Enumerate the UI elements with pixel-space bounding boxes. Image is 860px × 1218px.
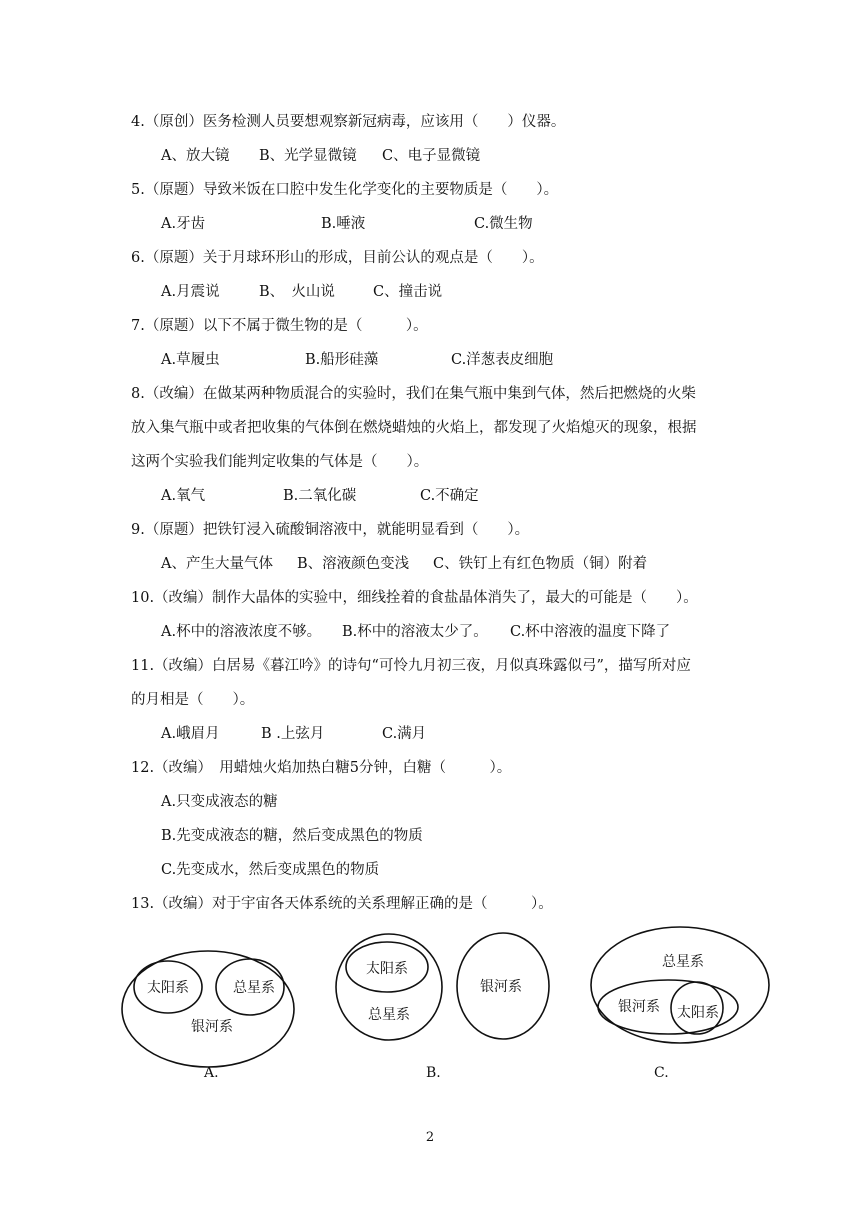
q4-option-a: A、放大镜 xyxy=(161,148,230,164)
diagram-c xyxy=(591,927,769,1043)
q12-option-a: A.只变成液态的糖 xyxy=(161,794,278,810)
diagram-b-big-circle xyxy=(336,934,442,1040)
q4-option-b: B、光学显微镜 xyxy=(259,148,357,164)
question-11-line-1: 11.（改编）白居易《暮江吟》的诗句“可怜九月初三夜，月似真珠露似弓”，描写所对应 xyxy=(131,658,691,674)
diagram-b-caption: B. xyxy=(426,1065,441,1081)
question-7: 7.（原题）以下不属于微生物的是（ ）。 xyxy=(131,318,428,334)
diagram-c-outer-label: 总星系 xyxy=(662,954,704,970)
question-9: 9.（原题）把铁钉浸入硫酸铜溶液中，就能明显看到（ ）。 xyxy=(131,522,530,538)
diagram-c-inner-label: 太阳系 xyxy=(677,1005,719,1021)
q9-option-b: B、溶液颜色变浅 xyxy=(297,556,410,572)
diagram-b-big-label: 总星系 xyxy=(368,1007,410,1023)
q12-option-b: B.先变成液态的糖，然后变成黑色的物质 xyxy=(161,828,423,844)
q5-option-c: C.微生物 xyxy=(474,216,533,232)
diagram-a-left-label: 太阳系 xyxy=(147,980,189,996)
diagram-c-caption: C. xyxy=(654,1065,669,1081)
question-8-line-2: 放入集气瓶中或者把收集的气体倒在燃烧蜡烛的火焰上，都发现了火焰熄灭的现象，根据 xyxy=(131,420,697,436)
q5-option-b: B.唾液 xyxy=(321,216,366,232)
diagram-a xyxy=(122,951,294,1067)
q11-option-a: A.峨眉月 xyxy=(161,726,220,742)
diagram-c-mid-label: 银河系 xyxy=(618,999,660,1015)
question-5: 5.（原题）导致米饭在口腔中发生化学变化的主要物质是（ ）。 xyxy=(131,182,559,198)
diagram-a-right-label: 总星系 xyxy=(233,980,275,996)
question-13: 13.（改编）对于宇宙各天体系统的关系理解正确的是（ ）。 xyxy=(131,896,553,912)
page-number: 2 xyxy=(425,1130,435,1145)
q8-option-a: A.氧气 xyxy=(161,488,206,504)
question-11-line-2: 的月相是（ ）。 xyxy=(131,692,255,708)
q9-option-a: A、产生大量气体 xyxy=(161,556,273,572)
q7-option-b: B.船形硅藻 xyxy=(305,352,379,368)
diagram-a-outer-ellipse xyxy=(122,951,294,1067)
q8-option-b: B.二氧化碳 xyxy=(283,488,357,504)
q10-option-c: C.杯中溶液的温度下降了 xyxy=(510,624,671,640)
diagram-b xyxy=(336,933,549,1040)
question-12: 12.（改编） 用蜡烛火焰加热白糖5分钟，白糖（ ）。 xyxy=(131,760,512,776)
q11-option-b: B .上弦月 xyxy=(261,726,325,742)
q6-option-a: A.月震说 xyxy=(161,284,220,300)
q12-option-c: C.先变成水，然后变成黑色的物质 xyxy=(161,862,380,878)
q5-option-a: A.牙齿 xyxy=(161,216,206,232)
q4-option-c: C、电子显微镜 xyxy=(382,148,481,164)
diagram-a-outer-label: 银河系 xyxy=(191,1019,233,1035)
q10-option-b: B.杯中的溶液太少了。 xyxy=(342,624,488,640)
q10-option-a: A.杯中的溶液浓度不够。 xyxy=(161,624,322,640)
q7-option-c: C.洋葱表皮细胞 xyxy=(451,352,554,368)
q6-option-b: B、 火山说 xyxy=(259,284,335,300)
q8-option-c: C.不确定 xyxy=(420,488,479,504)
diagram-a-caption: A. xyxy=(204,1065,219,1081)
q9-option-c: C、铁钉上有红色物质（铜）附着 xyxy=(433,556,648,572)
question-10: 10.（改编）制作大晶体的实验中，细线拴着的食盐晶体消失了，最大的可能是（ ）。 xyxy=(131,590,698,606)
question-8-line-3: 这两个实验我们能判定收集的气体是（ ）。 xyxy=(131,454,429,470)
question-4: 4.（原创）医务检测人员要想观察新冠病毒，应该用（ ）仪器。 xyxy=(131,114,566,130)
q11-option-c: C.满月 xyxy=(382,726,427,742)
question-6: 6.（原题）关于月球环形山的形成，目前公认的观点是（ ）。 xyxy=(131,250,544,266)
q6-option-c: C、撞击说 xyxy=(373,284,443,300)
q7-option-a: A.草履虫 xyxy=(161,352,220,368)
diagram-b-top-label: 太阳系 xyxy=(366,961,408,977)
question-8-line-1: 8.（改编）在做某两种物质混合的实验时，我们在集气瓶中集到气体，然后把燃烧的火柴 xyxy=(131,386,696,402)
diagram-b-side-label: 银河系 xyxy=(480,979,522,995)
